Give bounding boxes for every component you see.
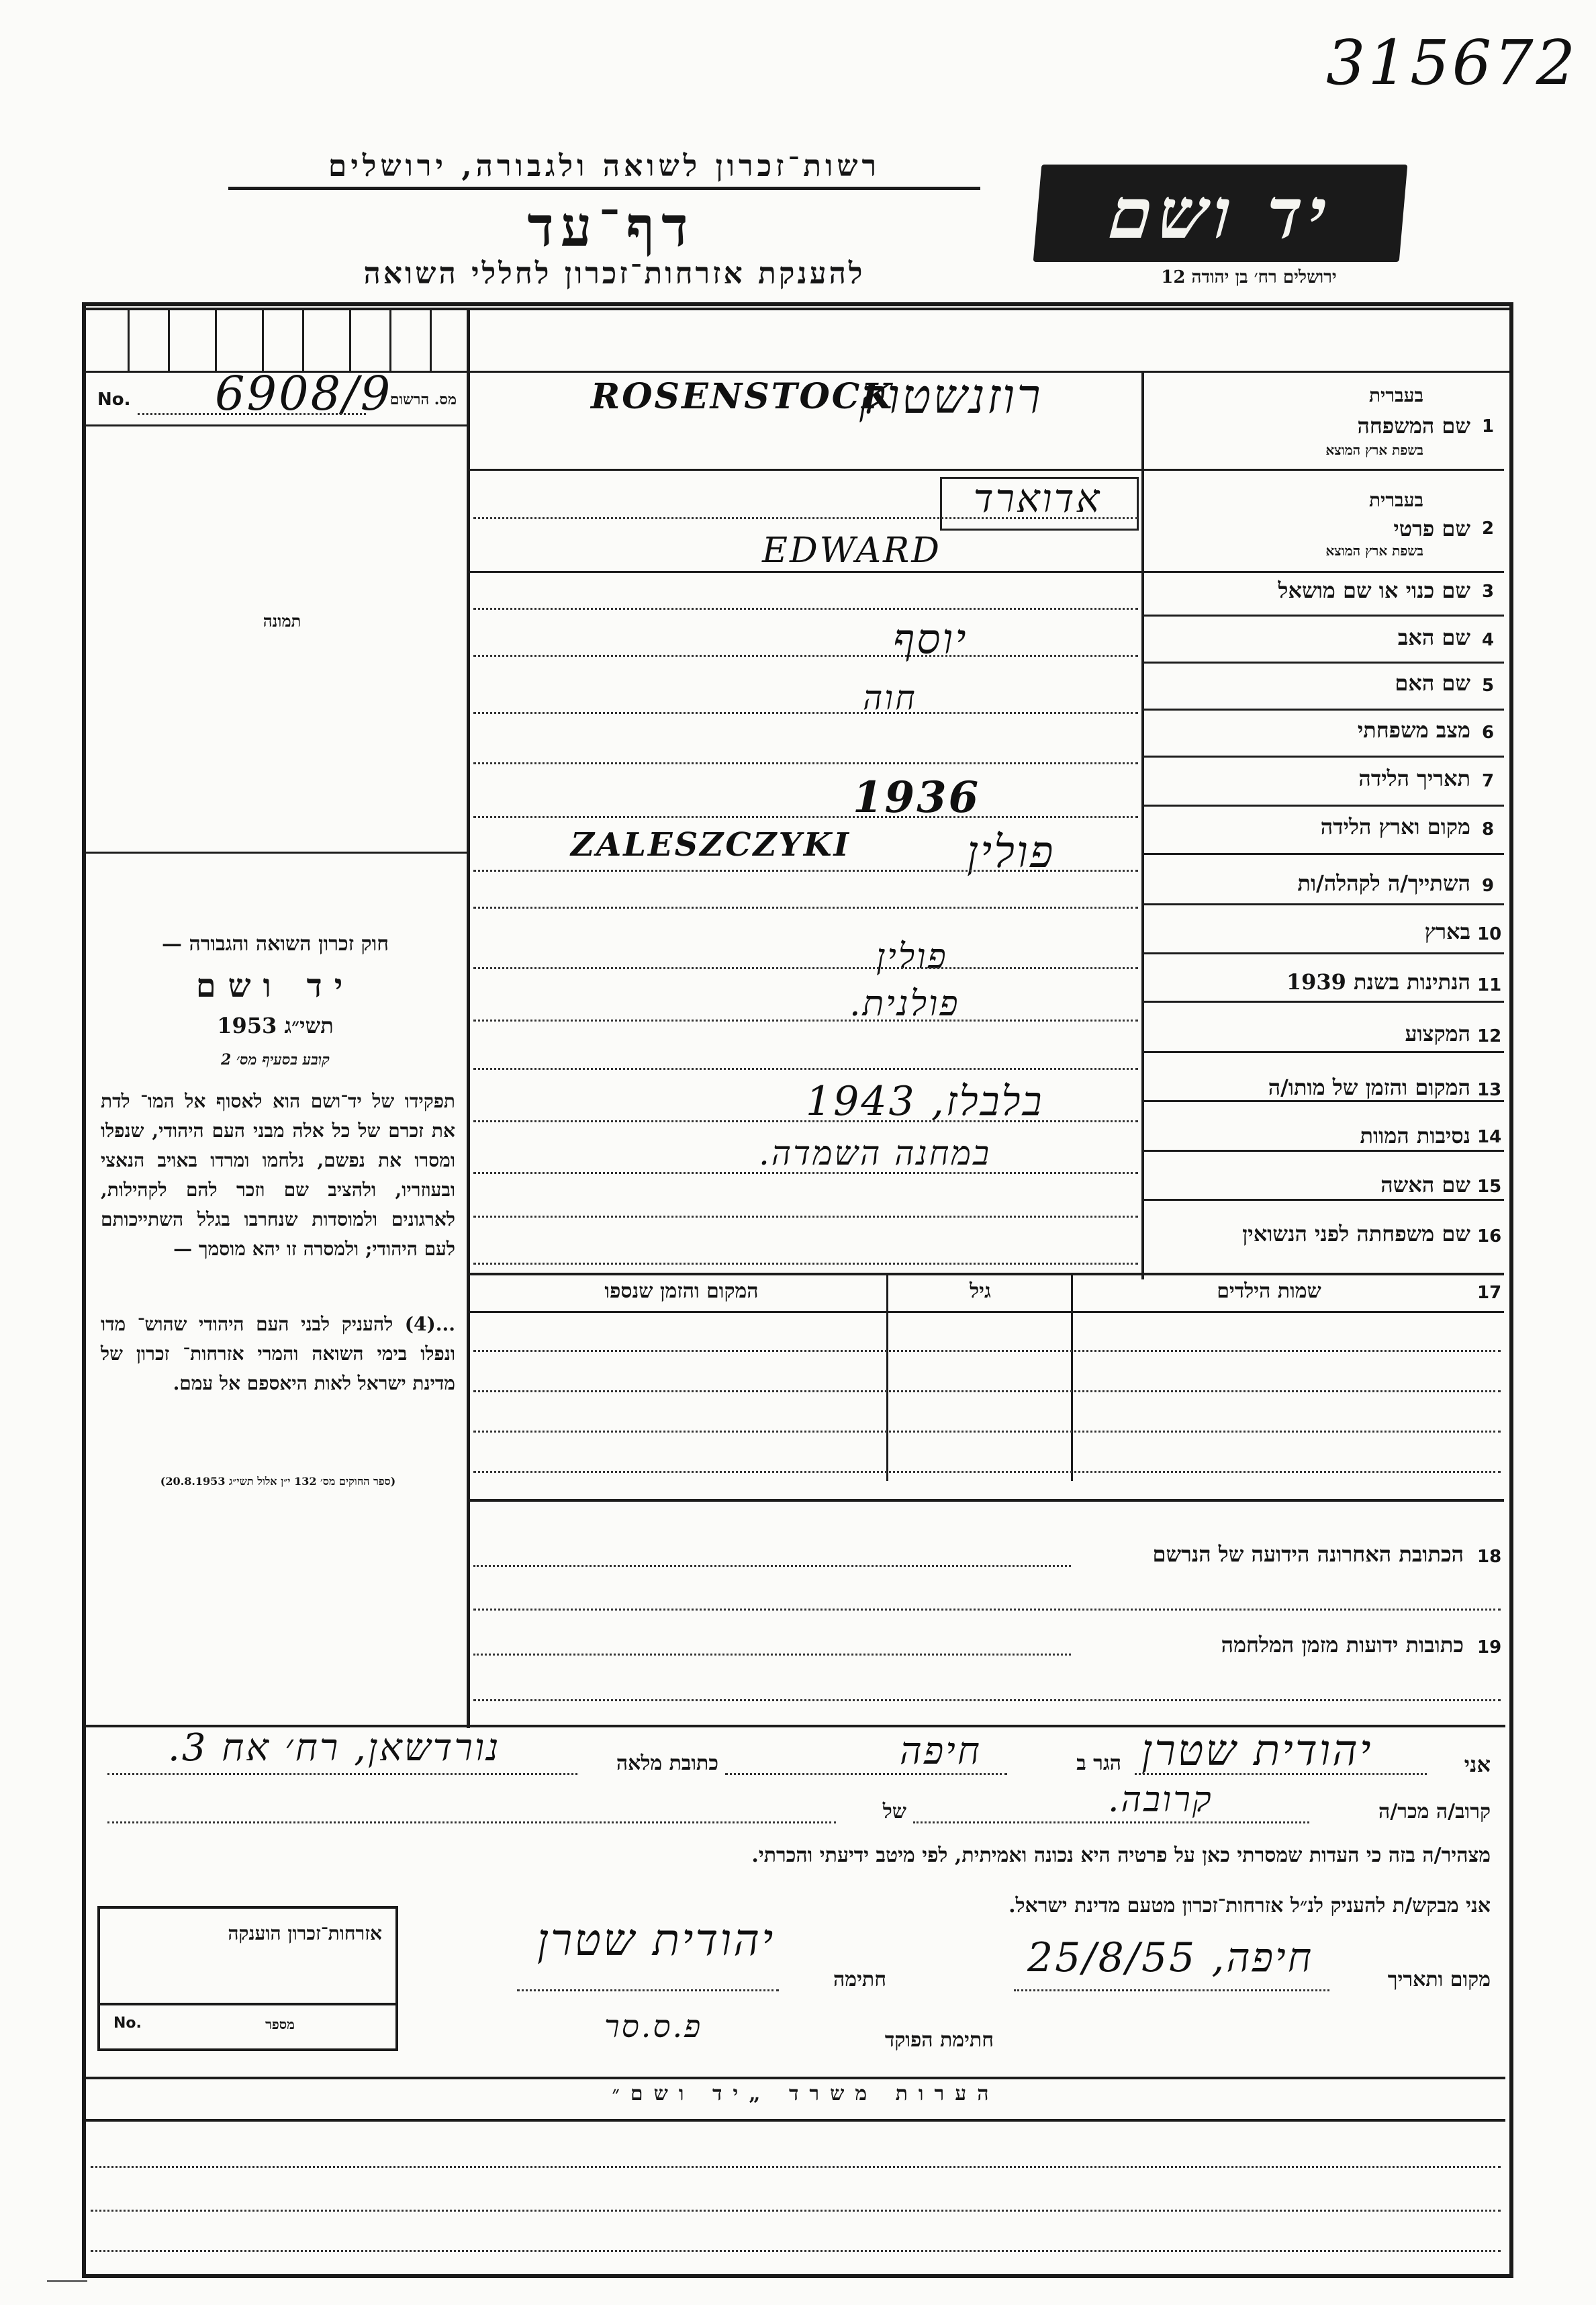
law-clause: קובע בסעיף מס׳ 2 bbox=[220, 1051, 330, 1069]
field-8-value[interactable]: פולין bbox=[967, 826, 1055, 878]
citizenship-box-no: No. bbox=[113, 2015, 142, 2032]
field-5-value[interactable]: חוה bbox=[863, 678, 917, 717]
declarant-city[interactable]: חיפה bbox=[900, 1729, 982, 1773]
field-1-label: שם המשפחה bbox=[1357, 413, 1470, 439]
yad-vashem-logo bbox=[1033, 165, 1408, 262]
field-2-value-latin[interactable]: EDWARD bbox=[762, 531, 941, 571]
page-title: דף־עד bbox=[527, 195, 695, 259]
children-col-age: גיל bbox=[970, 1279, 991, 1303]
registration-number[interactable]: 6908/9 bbox=[215, 366, 393, 421]
field-19-number: 19 bbox=[1477, 1637, 1502, 1658]
declarant-of-label: של bbox=[882, 1800, 906, 1823]
field-8-number: 8 bbox=[1482, 819, 1495, 840]
declarant-name[interactable]: יהודית שטרן bbox=[1141, 1726, 1373, 1776]
law-paragraph-1: תפקידו של יד־ושם הוא לאסוף אל המו־ לדת את זכרם של כל אלה מבני העם היהודי, שנפלו ומסרו את נפשם, נלחמו ומרדו באויב הנאצי ובעוזריו, ולהציב שם וזכר להם לקהילות, לארגונים ולמוסדות שנחרבו בגלל השתייכותם לעם היהודי; ולמסרה זו יהא מוסמך — bbox=[101, 1090, 455, 1260]
field-13-number: 13 bbox=[1477, 1080, 1502, 1100]
field-1-sub-bottom: בשפת ארץ המוצא bbox=[1325, 442, 1423, 458]
field-14-label: נסיבות המוות bbox=[1360, 1123, 1470, 1148]
field-4-value[interactable]: יוסף bbox=[893, 615, 968, 664]
field-2-sub-top: בעברית bbox=[1368, 489, 1423, 511]
citizenship-box-number-label: מספר bbox=[265, 2016, 295, 2032]
law-year: תשי״ג 1953 bbox=[217, 1013, 334, 1038]
page-subtitle: להענקת אזרחות־זכרון לחללי השואה bbox=[363, 257, 865, 291]
law-name: יד ושם bbox=[195, 967, 355, 1005]
field-7-label: תאריך הלידה bbox=[1358, 766, 1470, 791]
children-col-place: המקום והזמן שנספו bbox=[604, 1279, 759, 1303]
official-signature-label: חתימת הפוקד bbox=[884, 2028, 994, 2052]
law-footnote: (ספר החוקים מס׳ 132 י״ן אלול תשי״ג 20.8.1953) bbox=[160, 1475, 396, 1488]
place-date-label: מקום ותאריך bbox=[1387, 1968, 1491, 1991]
children-col-names: שמות הילדים bbox=[1217, 1279, 1321, 1303]
field-6-number: 6 bbox=[1482, 723, 1495, 743]
law-title: חוק זכרון השואה והגבורה — bbox=[162, 932, 389, 956]
field-2-value[interactable]: אדוארד bbox=[973, 476, 1102, 521]
field-7-number: 7 bbox=[1482, 771, 1495, 791]
declarant-resides-label: הגר ב bbox=[1076, 1752, 1121, 1775]
citizenship-box-title: אזרחות־זכרון הוענקה bbox=[228, 1922, 382, 1944]
field-12-number: 12 bbox=[1477, 1026, 1502, 1046]
field-5-number: 5 bbox=[1482, 676, 1495, 696]
authority-title: רשות־זכרון לשואה ולגבורה, ירושלים bbox=[328, 149, 881, 183]
declarant-full-address-label: כתובת מלאה bbox=[616, 1752, 718, 1775]
declarant-relation[interactable]: קרובה. bbox=[1108, 1780, 1213, 1820]
declarant-full-address[interactable]: נורדשאן, רח׳ אח 3. bbox=[168, 1726, 501, 1770]
field-2-label: שם פרטי bbox=[1393, 516, 1470, 541]
declarant-signature[interactable]: יהודית שטרן bbox=[537, 1914, 776, 1966]
field-3-label: שם כנוי או שם מושאל bbox=[1278, 578, 1470, 603]
field-5-label: שם האם bbox=[1395, 670, 1470, 696]
field-6-label: מצב משפחתי bbox=[1357, 717, 1470, 743]
field-13-label: המקום והזמן של מותו/ה bbox=[1268, 1075, 1470, 1100]
field-18-label: הכתובת האחרונה הידועה של הנרשם bbox=[1152, 1541, 1464, 1567]
field-14-number: 14 bbox=[1477, 1127, 1502, 1147]
field-19-label: כתובות ידועות מזמן המלחמה bbox=[1221, 1632, 1464, 1658]
field-11-label: הנתינות בשנת 1939 bbox=[1286, 969, 1470, 995]
field-9-number: 9 bbox=[1482, 876, 1495, 896]
declarant-relation-label: קרוב/ה מכר/ה bbox=[1378, 1800, 1491, 1823]
declaration-text: מצהיר/ה בזה כי העדות שמסרתי כאן על פרטיה היא נכונה ואמיתית, לפי מיטב ידיעתי והכרתי. bbox=[751, 1844, 1491, 1867]
registration-label-en: No. bbox=[97, 390, 131, 410]
field-12-label: המקצוע bbox=[1405, 1021, 1470, 1046]
field-11-value[interactable]: פולנית. bbox=[849, 984, 960, 1024]
office-notes-title: הערות משרד „יד ושם״ bbox=[612, 2082, 1000, 2106]
field-2-number: 2 bbox=[1482, 518, 1495, 539]
field-1-value-latin[interactable]: ROSENSTOCK bbox=[591, 376, 894, 417]
field-16-label: שם משפחתה לפני הנשואין bbox=[1242, 1221, 1470, 1247]
official-signature[interactable]: פ.ס.סר bbox=[604, 2008, 703, 2044]
field-2-sub-bottom: בשפת ארץ המוצא bbox=[1325, 543, 1423, 559]
field-3-number: 3 bbox=[1482, 582, 1495, 602]
citizenship-box bbox=[97, 1906, 398, 2051]
field-1-sub-top: בעברית bbox=[1368, 384, 1423, 406]
logo-text: יד ושם bbox=[1105, 172, 1335, 255]
field-14-value[interactable]: במחנה השמדה. bbox=[759, 1134, 992, 1173]
field-16-number: 16 bbox=[1477, 1226, 1502, 1247]
archive-number: 315672 bbox=[1326, 27, 1579, 99]
field-8-label: מקום וארץ הלידה bbox=[1320, 814, 1470, 840]
request-text: אני מבקש/ת להעניק לנ״ל אזרחות־זכרון מטעם מדינת ישראל. bbox=[1008, 1894, 1491, 1917]
law-paragraph-2: ...(4) להעניק לבני העם היהודי שהוש־ מדו ונפלו בימי השואה והמרי אזרחות־ זכרון של מדינת ישראל לאות היאספם אל עמם. bbox=[101, 1313, 455, 1394]
field-11-number: 11 bbox=[1477, 975, 1502, 995]
field-15-label: שם האשה bbox=[1380, 1172, 1470, 1197]
field-10-value[interactable]: פולין bbox=[876, 937, 948, 977]
registration-label-heb: מס. הרשום bbox=[389, 391, 457, 408]
field-7-value[interactable]: 1936 bbox=[853, 772, 981, 823]
place-date-value[interactable]: חיפה, 25/8/55 bbox=[1027, 1934, 1314, 1981]
declarant-i-label: אני bbox=[1464, 1752, 1491, 1777]
photo-label: תמונה bbox=[263, 611, 301, 631]
signature-label: חתימה bbox=[833, 1968, 886, 1991]
logo-address: ירושלים רח׳ בן יהודה 12 bbox=[1161, 267, 1337, 287]
field-15-number: 15 bbox=[1477, 1177, 1502, 1197]
field-8-value-latin[interactable]: ZALESZCZYKI bbox=[571, 826, 851, 864]
field-10-number: 10 bbox=[1477, 924, 1502, 944]
children-number: 17 bbox=[1477, 1283, 1502, 1303]
field-4-number: 4 bbox=[1482, 630, 1495, 650]
field-10-label: בארץ bbox=[1424, 919, 1470, 944]
field-4-label: שם האב bbox=[1397, 625, 1470, 650]
field-1-number: 1 bbox=[1482, 416, 1495, 437]
field-9-label: השתייך/ה לקהלה/ות bbox=[1297, 870, 1470, 896]
field-13-value[interactable]: בלבלז, 1943 bbox=[806, 1078, 1044, 1125]
field-1-value[interactable]: רוזנשטוק bbox=[859, 368, 1043, 424]
field-18-number: 18 bbox=[1477, 1547, 1502, 1567]
